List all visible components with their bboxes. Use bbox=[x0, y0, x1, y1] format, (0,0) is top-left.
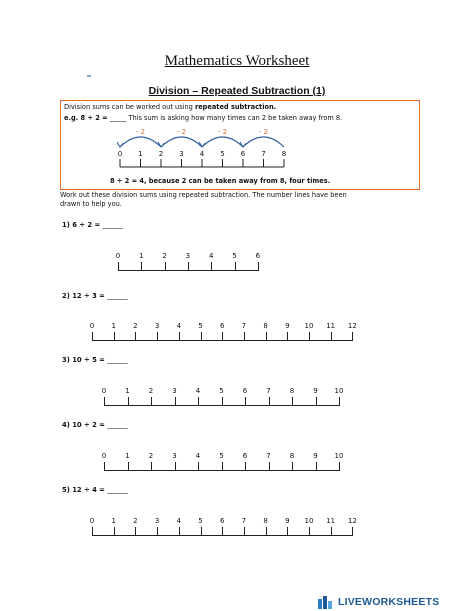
number-line-tick bbox=[245, 462, 246, 471]
example-hop-label: - 2 bbox=[176, 128, 187, 136]
example-tick-label: 3 bbox=[179, 150, 184, 158]
number-line-tick bbox=[222, 527, 223, 536]
number-line-label: 0 bbox=[101, 387, 107, 395]
question-1-label: 1) 6 ÷ 2 = bbox=[62, 221, 103, 229]
number-line-label: 1 bbox=[125, 387, 130, 395]
question-2-label: 2) 12 ÷ 3 = bbox=[62, 292, 108, 300]
footer-brand bbox=[318, 594, 474, 611]
example-hop-arc bbox=[243, 137, 284, 147]
example-intro-highlight: repeated subtraction. bbox=[194, 103, 277, 111]
number-line-label: 11 bbox=[326, 322, 336, 330]
number-line-tick bbox=[331, 332, 332, 341]
number-line-tick bbox=[292, 462, 293, 471]
example-question-text: This sum is asking how many times can 2 be taken away from 8. bbox=[126, 114, 343, 122]
number-line-label: 1 bbox=[139, 252, 144, 260]
number-line-tick bbox=[114, 527, 115, 536]
number-line-label: 6 bbox=[242, 452, 248, 460]
number-line-label: 3 bbox=[172, 452, 177, 460]
number-line-label: 6 bbox=[219, 322, 225, 330]
question-3 bbox=[62, 356, 128, 364]
number-line-tick bbox=[198, 397, 199, 406]
number-line-tick bbox=[165, 262, 166, 271]
worksheet-subtitle: Division – Repeated Subtraction (1) bbox=[148, 85, 326, 97]
example-tick-label: 7 bbox=[261, 150, 266, 158]
number-line-tick bbox=[201, 332, 202, 341]
number-line-label: 0 bbox=[89, 517, 95, 525]
example-intro bbox=[64, 103, 276, 111]
number-line-label: 0 bbox=[89, 322, 95, 330]
liveworksheets-logo-icon bbox=[318, 596, 334, 609]
number-line-tick bbox=[128, 462, 129, 471]
question-5-label: 5) 12 ÷ 4 = bbox=[62, 486, 108, 494]
number-line-label: 1 bbox=[125, 452, 130, 460]
number-line-label: 3 bbox=[154, 322, 160, 330]
number-line-tick bbox=[114, 332, 115, 341]
number-line-label: 0 bbox=[115, 252, 121, 260]
example-hop-label: - 2 bbox=[258, 128, 269, 136]
example-tick-label: 5 bbox=[220, 150, 225, 158]
number-line-label: 5 bbox=[219, 452, 224, 460]
number-line-label: 10 bbox=[304, 322, 314, 330]
number-line-label: 3 bbox=[172, 387, 177, 395]
question-2 bbox=[62, 292, 128, 300]
number-line-label: 3 bbox=[185, 252, 191, 260]
decorative-mark bbox=[87, 75, 91, 77]
example-answer-highlight: four times. bbox=[289, 177, 331, 185]
question-4-label: 4) 10 ÷ 2 = bbox=[62, 421, 108, 429]
example-intro-text: Division sums can be worked out using bbox=[64, 103, 195, 111]
number-line-label: 6 bbox=[219, 517, 225, 525]
number-line-tick bbox=[244, 332, 245, 341]
number-line-tick bbox=[175, 462, 176, 471]
number-line-tick bbox=[352, 527, 353, 536]
number-line-label: 4 bbox=[176, 517, 182, 525]
number-line-tick bbox=[104, 397, 105, 406]
number-line-tick bbox=[135, 332, 136, 341]
number-line-label: 2 bbox=[148, 452, 154, 460]
example-hop-arc bbox=[161, 137, 202, 147]
example-equation: e.g. 8 ÷ 2 = bbox=[64, 114, 110, 122]
example-number-line bbox=[100, 122, 300, 177]
number-line-label: 7 bbox=[266, 387, 271, 395]
number-line-tick bbox=[269, 462, 270, 471]
number-line-tick bbox=[151, 397, 152, 406]
number-line-tick bbox=[128, 397, 129, 406]
number-line-tick bbox=[266, 527, 267, 536]
question-5-answer-blank[interactable]: ______ bbox=[107, 486, 128, 494]
example-answer bbox=[110, 177, 330, 185]
number-line-label: 2 bbox=[133, 517, 138, 525]
number-line-label: 10 bbox=[334, 387, 344, 395]
number-line-tick bbox=[244, 527, 245, 536]
number-line-tick bbox=[157, 332, 158, 341]
question-1-answer-blank[interactable]: ______ bbox=[102, 221, 123, 229]
number-line-tick bbox=[352, 332, 353, 341]
number-line-tick bbox=[292, 397, 293, 406]
example-answer-blank[interactable]: _____ bbox=[109, 114, 127, 122]
number-line-tick bbox=[118, 262, 119, 271]
question-2-answer-blank[interactable]: ______ bbox=[107, 292, 128, 300]
number-line-label: 5 bbox=[232, 252, 237, 260]
number-line-tick bbox=[175, 397, 176, 406]
number-line-label: 1 bbox=[111, 517, 116, 525]
number-line-tick bbox=[258, 262, 259, 271]
number-line-label: 6 bbox=[242, 387, 248, 395]
number-line-tick bbox=[309, 332, 310, 341]
number-line-label: 4 bbox=[208, 252, 214, 260]
number-line-tick bbox=[188, 262, 189, 271]
number-line-tick bbox=[245, 397, 246, 406]
number-line-label: 5 bbox=[198, 517, 203, 525]
number-line-label: 10 bbox=[334, 452, 344, 460]
number-line-tick bbox=[211, 262, 212, 271]
number-line-tick bbox=[309, 527, 310, 536]
example-hop-label: - 2 bbox=[135, 128, 146, 136]
number-line-tick bbox=[141, 262, 142, 271]
question-3-label: 3) 10 ÷ 5 = bbox=[62, 356, 108, 364]
number-line-tick bbox=[222, 462, 223, 471]
number-line-tick bbox=[198, 462, 199, 471]
number-line-label: 9 bbox=[285, 322, 290, 330]
number-line-tick bbox=[331, 527, 332, 536]
number-line-label: 9 bbox=[313, 452, 318, 460]
example-tick-label: 4 bbox=[199, 150, 205, 158]
number-line-label: 7 bbox=[266, 452, 271, 460]
number-line-tick bbox=[104, 462, 105, 471]
number-line-label: 7 bbox=[241, 517, 247, 525]
instructions-line-2: drawn to help you. bbox=[60, 200, 122, 208]
example-tick-label: 0 bbox=[117, 150, 123, 158]
number-line-tick bbox=[316, 397, 317, 406]
example-answer-text: 8 ÷ 2 = 4, because 2 can be taken away from 8, bbox=[110, 177, 290, 185]
number-line-tick bbox=[339, 462, 340, 471]
number-line-label: 8 bbox=[289, 452, 295, 460]
number-line-label: 9 bbox=[285, 517, 290, 525]
example-hop-arc bbox=[202, 137, 243, 147]
number-line-tick bbox=[287, 527, 288, 536]
example-tick-label: 2 bbox=[158, 150, 164, 158]
number-line-label: 2 bbox=[162, 252, 167, 260]
example-question bbox=[64, 114, 342, 122]
number-line-label: 7 bbox=[241, 322, 247, 330]
number-line-label: 4 bbox=[195, 452, 201, 460]
number-line-tick bbox=[339, 397, 340, 406]
number-line-label: 8 bbox=[263, 517, 268, 525]
number-line-tick bbox=[287, 332, 288, 341]
number-line-label: 6 bbox=[255, 252, 261, 260]
number-line-label: 12 bbox=[347, 322, 357, 330]
question-1 bbox=[62, 221, 123, 229]
number-line-tick bbox=[269, 397, 270, 406]
example-tick-label: 6 bbox=[240, 150, 246, 158]
number-line-label: 4 bbox=[195, 387, 201, 395]
example-tick-label: 8 bbox=[281, 150, 287, 158]
number-line-tick bbox=[222, 397, 223, 406]
number-line-label: 9 bbox=[313, 387, 318, 395]
footer-brand-text: LIVEWORKSHEETS bbox=[338, 596, 440, 608]
question-3-answer-blank[interactable]: ______ bbox=[107, 356, 128, 364]
example-hop-label: - 2 bbox=[217, 128, 228, 136]
number-line-label: 12 bbox=[347, 517, 357, 525]
question-4-answer-blank[interactable]: ______ bbox=[107, 421, 128, 429]
number-line-label: 1 bbox=[111, 322, 116, 330]
question-5 bbox=[62, 486, 128, 494]
number-line-tick bbox=[316, 462, 317, 471]
number-line-tick bbox=[201, 527, 202, 536]
number-line-label: 10 bbox=[304, 517, 314, 525]
number-line-tick bbox=[92, 527, 93, 536]
number-line-tick bbox=[92, 332, 93, 341]
number-line-label: 4 bbox=[176, 322, 182, 330]
number-line-tick bbox=[222, 332, 223, 341]
number-line-tick bbox=[151, 462, 152, 471]
number-line-label: 8 bbox=[289, 387, 295, 395]
number-line-tick bbox=[235, 262, 236, 271]
number-line-label: 5 bbox=[198, 322, 203, 330]
number-line-tick bbox=[135, 527, 136, 536]
instructions-line-1: Work out these division sums using repeated subtraction. The number lines have been bbox=[60, 191, 347, 199]
number-line-label: 11 bbox=[326, 517, 336, 525]
question-4 bbox=[62, 421, 128, 429]
number-line-label: 8 bbox=[263, 322, 268, 330]
example-tick-label: 1 bbox=[138, 150, 143, 158]
number-line-label: 2 bbox=[148, 387, 154, 395]
number-line-tick bbox=[266, 332, 267, 341]
number-line-label: 3 bbox=[154, 517, 160, 525]
number-line-tick bbox=[179, 527, 180, 536]
number-line-tick bbox=[179, 332, 180, 341]
number-line-label: 2 bbox=[133, 322, 138, 330]
number-line-label: 5 bbox=[219, 387, 224, 395]
number-line-tick bbox=[157, 527, 158, 536]
number-line-label: 0 bbox=[101, 452, 107, 460]
example-hop-arc bbox=[120, 137, 161, 147]
example-hop-arrowhead bbox=[117, 142, 124, 147]
worksheet-title: Mathematics Worksheet bbox=[164, 53, 310, 69]
